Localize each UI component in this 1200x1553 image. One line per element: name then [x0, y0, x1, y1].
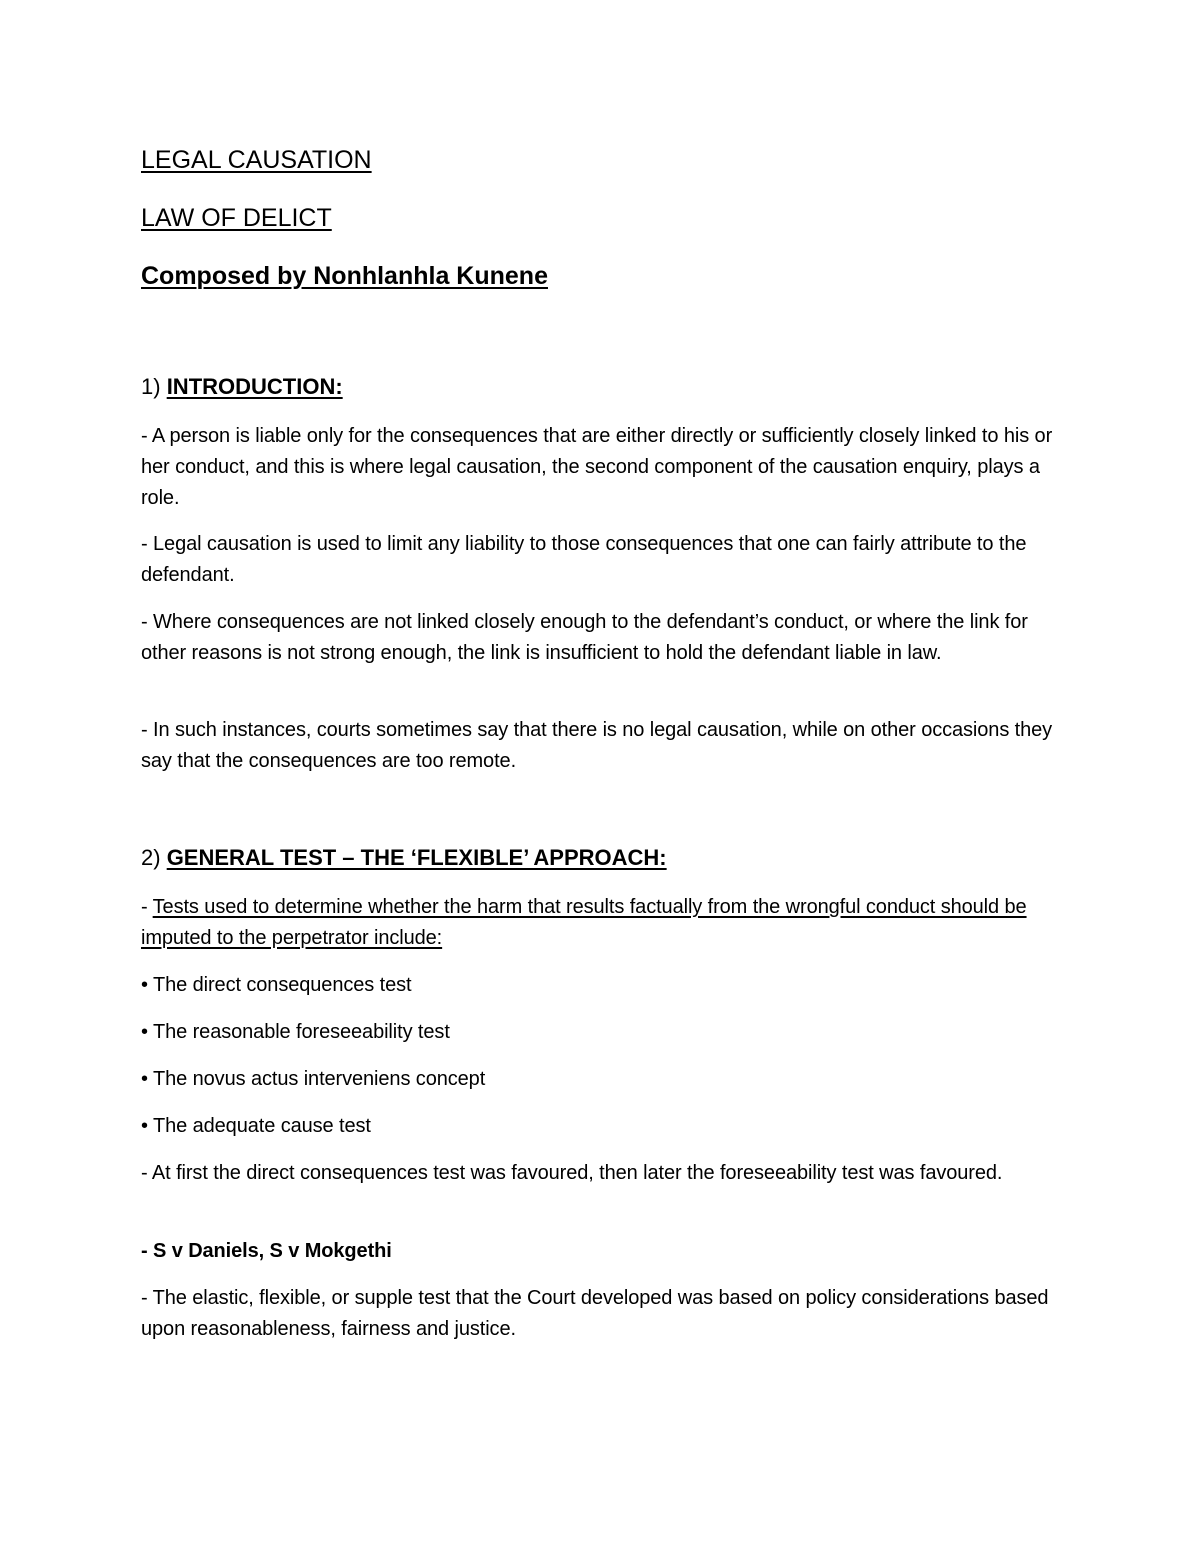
section-title: INTRODUCTION: — [166, 374, 343, 399]
paragraph-intro-2: - Legal causation is used to limit any liability to those consequences that one can fairly attribute to the defendant. — [141, 533, 1027, 586]
paragraph-intro-1: - A person is liable only for the consequences that are either directly or sufficiently closely linked to his or her conduct, and this is where legal causation, the second component of the causation enquiry, plays a role. — [141, 425, 1053, 509]
tests-intro-text: Tests used to determine whether the harm that results factually from the wrongful conduct should be imputed to the perpetrator include: — [141, 896, 1027, 949]
paragraph-elastic-test: - The elastic, flexible, or supple test that the Court developed was based on policy considerations based upon reasonableness, fairness and justice. — [141, 1287, 1049, 1340]
paragraph-intro-4: - In such instances, courts sometimes say that there is no legal causation, while on other occasions they say that the consequences are too remote. — [141, 719, 1053, 772]
document-title: LEGAL CAUSATION — [141, 146, 372, 174]
document-author: Composed by Nonhlanhla Kunene — [141, 262, 548, 290]
paragraph-intro-3: - Where consequences are not linked closely enough to the defendant’s conduct, or where the link for other reasons is not strong enough, the link is insufficient to hold the defendant liable in law. — [141, 611, 1028, 664]
section-heading-general-test — [141, 844, 667, 872]
paragraph-tests-intro — [141, 892, 1071, 954]
bullet-item: • The direct consequences test — [141, 974, 412, 996]
document-subtitle: LAW OF DELICT — [141, 204, 332, 232]
case-references: - S v Daniels, S v Mokgethi — [141, 1240, 392, 1262]
section-title: GENERAL TEST – THE ‘FLEXIBLE’ APPROACH: — [166, 845, 667, 870]
paragraph-favoured: - At first the direct consequences test was favoured, then later the foreseeability test was favoured. — [141, 1162, 1003, 1184]
dash-marker: - — [141, 896, 153, 918]
bullet-item: • The reasonable foreseeability test — [141, 1021, 450, 1043]
section-heading-introduction — [141, 373, 343, 401]
bullet-item: • The novus actus interveniens concept — [141, 1068, 486, 1090]
bullet-item: • The adequate cause test — [141, 1115, 371, 1137]
section-number: 2) — [141, 845, 161, 870]
section-number: 1) — [141, 374, 161, 399]
